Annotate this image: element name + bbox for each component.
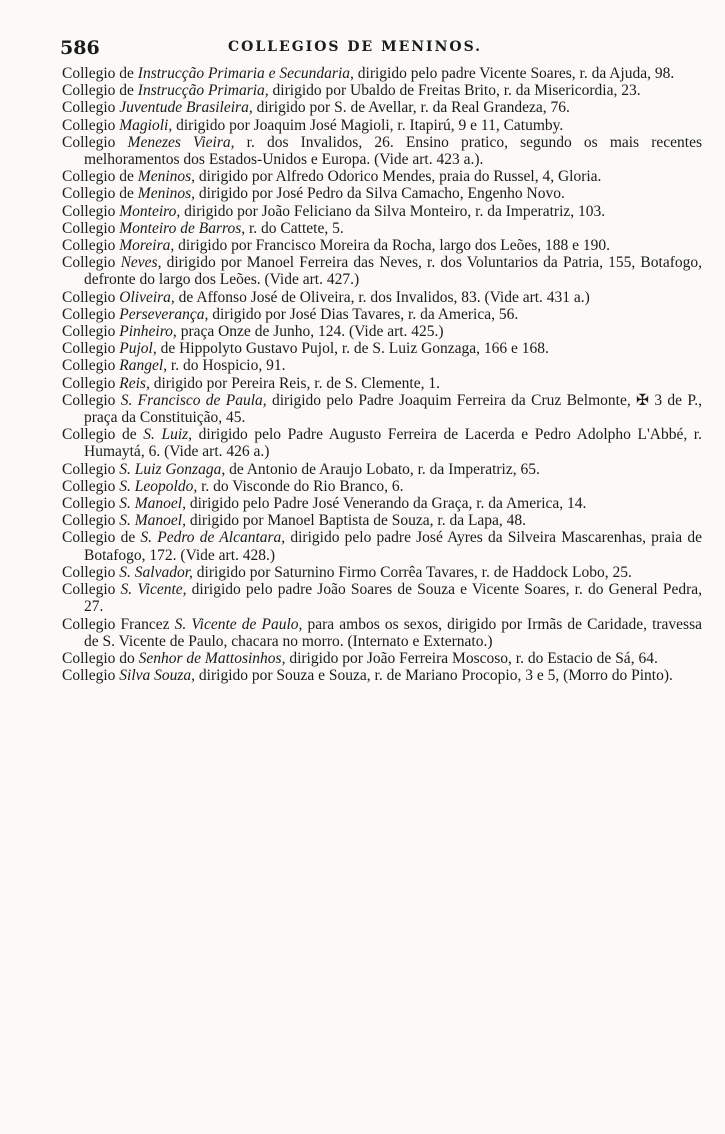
college-name: Neves,: [120, 254, 162, 272]
directory-entry: [62, 495, 702, 512]
directory-entry: [62, 512, 702, 529]
entry-prefix: Collegio: [62, 340, 120, 358]
entry-prefix: Collegio: [62, 374, 120, 392]
page-header: [60, 37, 700, 63]
entry-details: dirigido por João Feliciano da Silva Monteiro, r. da Imperatriz, 103.: [180, 202, 606, 220]
page-number: 586: [60, 37, 100, 59]
entry-prefix: Collegio Francez: [62, 615, 175, 633]
college-name: Senhor de Mattosinhos,: [138, 649, 286, 667]
entry-prefix: Collegio: [62, 563, 120, 581]
directory-entry: [62, 478, 702, 495]
entry-prefix: Collegio: [62, 460, 120, 478]
directory-entry: [62, 650, 702, 667]
entry-prefix: Collegio: [62, 116, 120, 134]
entry-prefix: Collegio: [62, 391, 121, 409]
entry-details: de Hippolyto Gustavo Pujol, r. de S. Luiz Gonzaga, 166 e 168.: [156, 340, 549, 358]
college-name: Monteiro de Barros,: [119, 219, 246, 237]
college-name: Monteiro,: [119, 202, 181, 220]
entry-details: r. dos Invalidos, 26. Ensino pratico, segundo os mais recentes melhoramentos dos Estados-Unidos e Europa. (Vide art. 423 a.).: [84, 133, 702, 169]
directory-entry: [62, 667, 702, 684]
entry-details: dirigido por Manoel Ferreira das Neves, r. dos Voluntarios da Patria, 155, Botafogo, defronte do largo dos Leões. (Vide art. 427.): [84, 254, 702, 289]
college-name: S. Vicente,: [120, 581, 187, 599]
directory-entry: [62, 426, 702, 460]
entry-details: de Affonso José de Oliveira, r. dos Invalidos, 83. (Vide art. 431 a.): [174, 288, 590, 306]
directory-entry: [62, 357, 702, 374]
college-name: Perseverança,: [119, 305, 209, 323]
college-name: Menezes Vieira,: [127, 133, 235, 151]
entry-prefix: Collegio: [62, 237, 120, 255]
entry-prefix: Collegio do: [62, 649, 139, 667]
college-name: S. Manoel,: [119, 495, 186, 513]
directory-entry: [62, 529, 702, 563]
college-name: S. Manoel,: [119, 512, 186, 530]
directory-entry: [62, 564, 702, 581]
entry-details: dirigido pelo padre Vicente Soares, r. da Ajuda, 98.: [353, 65, 675, 82]
directory-entry: [62, 168, 702, 185]
directory-entry: [62, 117, 702, 134]
college-name: Meninos,: [137, 185, 196, 203]
entry-details: dirigido por José Pedro da Silva Camacho, Engenho Novo.: [195, 185, 565, 203]
directory-entry: [62, 82, 702, 99]
directory-entry: [62, 616, 702, 650]
directory-entry: [62, 220, 702, 237]
entry-prefix: Collegio: [62, 288, 120, 306]
directory-entry: [62, 461, 702, 478]
entry-prefix: Collegio de: [62, 65, 138, 82]
directory-entry: [62, 254, 702, 288]
directory-entry: [62, 203, 702, 220]
directory-entry: [62, 185, 702, 202]
college-name: Meninos,: [137, 168, 196, 186]
entry-details: dirigido por Saturnino Firmo Corrêa Tavares, r. de Haddock Lobo, 25.: [192, 563, 632, 581]
entry-prefix: Collegio: [62, 202, 120, 220]
entry-prefix: Collegio: [62, 323, 120, 341]
entry-prefix: Collegio: [62, 99, 120, 117]
college-name: S. Francisco de Paula,: [120, 391, 267, 409]
college-name: S. Leopoldo,: [119, 477, 198, 495]
directory-entry: [62, 65, 702, 82]
directory-entry: [62, 289, 702, 306]
college-name: S. Pedro de Alcantara,: [140, 529, 286, 547]
entry-prefix: Collegio: [62, 219, 120, 237]
directory-entry: [62, 99, 702, 116]
entry-prefix: Collegio de: [62, 426, 144, 444]
entry-details: dirigido por Manoel Baptista de Souza, r. da Lapa, 48.: [186, 512, 527, 530]
college-name: S. Salvador,: [119, 563, 193, 581]
college-name: Pujol,: [119, 340, 157, 358]
college-name: Oliveira,: [119, 288, 175, 306]
entry-prefix: Collegio: [62, 512, 120, 530]
entry-prefix: Collegio de: [62, 82, 138, 100]
directory-entry: [62, 237, 702, 254]
entry-prefix: Collegio de: [62, 168, 138, 186]
college-name: Magioli,: [119, 116, 173, 134]
entry-details: r. do Visconde do Rio Branco, 6.: [197, 477, 404, 495]
entry-details: dirigido pelo padre João Soares de Souza e Vicente Soares, r. do General Pedra, 27.: [84, 581, 702, 616]
college-name: Moreira,: [119, 237, 175, 255]
entry-details: dirigido por Pereira Reis, r. de S. Clemente, 1.: [149, 374, 440, 392]
entry-details: dirigido por Joaquim José Magioli, r. Itapirú, 9 e 11, Catumby.: [172, 116, 564, 134]
entry-prefix: Collegio: [62, 357, 120, 375]
college-name: Reis,: [119, 374, 150, 392]
entry-details: dirigido por Souza e Souza, r. de Mariano Procopio, 3 e 5, (Morro do Pinto).: [195, 667, 673, 685]
entry-details: dirigido por Alfredo Odorico Mendes, praia do Russel, 4, Gloria.: [195, 168, 602, 186]
college-name: S. Luiz Gonzaga,: [119, 460, 226, 478]
directory-entry: [62, 392, 702, 426]
entry-details: dirigido pelo Padre Augusto Ferreira de Lacerda e Pedro Adolpho L'Abbé, r. Humaytá, 6. (Vide art. 426 a.): [84, 426, 702, 461]
entry-prefix: Collegio de: [62, 529, 141, 547]
entry-details: dirigido pelo padre José Ayres da Silveira Mascarenhas, praia de Botafogo, 172. (Vide art. 428.): [84, 529, 702, 564]
entry-details: r. do Hospicio, 91.: [167, 357, 286, 375]
entry-details: dirigido por José Dias Tavares, r. da America, 56.: [208, 305, 519, 323]
entry-details: dirigido por João Ferreira Moscoso, r. do Estacio de Sá, 64.: [285, 649, 658, 667]
entry-prefix: Collegio: [62, 667, 120, 685]
entry-details: dirigido pelo Padre José Venerando da Graça, r. da America, 14.: [186, 495, 587, 513]
college-name: Instrucção Primaria e Secundaria,: [137, 65, 354, 82]
college-name: Silva Souza,: [119, 667, 196, 685]
directory-entry: [62, 306, 702, 323]
entry-details: r. do Cattete, 5.: [245, 219, 344, 237]
entry-prefix: Collegio: [62, 254, 121, 272]
entry-prefix: Collegio de: [62, 185, 138, 203]
entry-prefix: Collegio: [62, 477, 120, 495]
college-name: S. Vicente de Paulo,: [174, 615, 303, 633]
entry-details: dirigido por Ubaldo de Freitas Brito, r. da Misericordia, 23.: [268, 82, 641, 100]
college-name: S. Luiz,: [143, 426, 193, 444]
entry-details: dirigido por Francisco Moreira da Rocha, largo dos Leões, 188 e 190.: [174, 237, 610, 255]
directory-entry: [62, 323, 702, 340]
directory-entry: [62, 340, 702, 357]
directory-entry: [62, 375, 702, 392]
entry-details: de Antonio de Araujo Lobato, r. da Imperatriz, 65.: [225, 460, 540, 478]
college-name: Rangel,: [119, 357, 168, 375]
entry-details: dirigido por S. de Avellar, r. da Real Grandeza, 76.: [252, 99, 570, 117]
entry-prefix: Collegio: [62, 495, 120, 513]
running-title: COLLEGIOS DE MENINOS.: [228, 39, 483, 55]
entry-prefix: Collegio: [62, 581, 121, 599]
directory-entry: [62, 134, 702, 168]
college-name: Pinheiro,: [119, 323, 177, 341]
entry-details: para ambos os sexos, dirigido por Irmãs de Caridade, travessa de S. Vicente de Paulo, chacara no morro. (Internato e Externato.): [84, 615, 702, 650]
entry-details: dirigido pelo Padre Joaquim Ferreira da Cruz Belmonte, ✠ 3 de P., praça da Constituição, 45.: [84, 391, 702, 427]
entry-details: praça Onze de Junho, 124. (Vide art. 425.): [176, 323, 444, 341]
college-name: Instrucção Primaria,: [137, 82, 269, 100]
entry-prefix: Collegio: [62, 305, 120, 323]
college-name: Juventude Brasileira,: [119, 99, 253, 117]
directory-entry: [62, 581, 702, 615]
entry-prefix: Collegio: [62, 133, 128, 151]
directory-entries: [62, 65, 702, 684]
